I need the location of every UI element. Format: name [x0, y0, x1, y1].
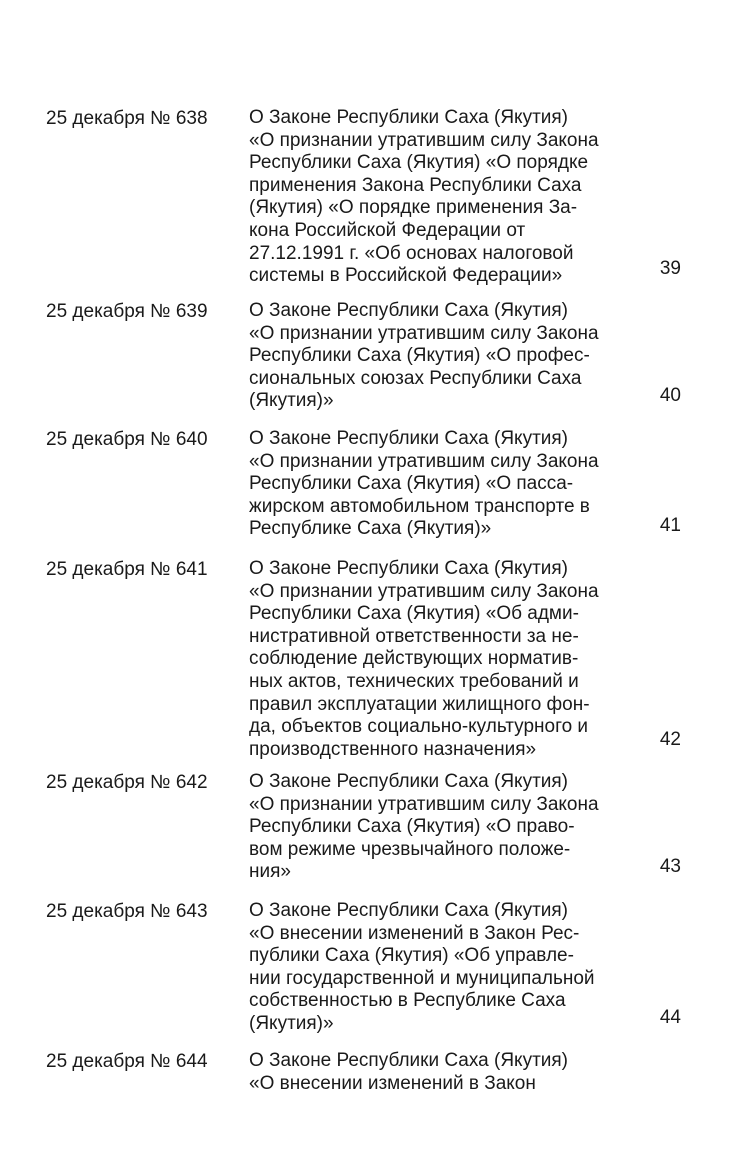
- entry-title-line: Республики Саха (Якутия) «О профес-: [249, 345, 590, 367]
- entry-title: [249, 1050, 639, 1095]
- entry-title-line: О Законе Республики Саха (Якутия): [249, 900, 569, 921]
- entry-page-number: 43: [659, 856, 681, 877]
- entry-title-line: «О признании утратившим силу Закона: [249, 580, 599, 602]
- entry-title-line: Республики Саха (Якутия) «О пасса-: [249, 473, 574, 495]
- entry-title-line: (Якутия)»: [249, 1012, 334, 1034]
- entry-page-number: 41: [659, 515, 681, 536]
- entry-date: 25 декабря № 642: [46, 772, 208, 793]
- entry-title-line: «О внесении изменений в Закон Рес-: [249, 922, 580, 944]
- entry-title-line: нистративной ответственности за не-: [249, 625, 579, 647]
- entry-page-number: 40: [659, 385, 681, 406]
- entry-title-line: производственного назначения»: [249, 738, 537, 760]
- entry-title-line: О Законе Республики Саха (Якутия): [249, 107, 569, 128]
- entry-title-line: О Законе Республики Саха (Якутия): [249, 771, 569, 792]
- entry-title: [249, 300, 639, 413]
- entry-title: [249, 107, 639, 288]
- entry-date: 25 декабря № 644: [46, 1051, 208, 1072]
- entry-title-line: 27.12.1991 г. «Об основах налоговой: [249, 242, 574, 264]
- entry-title-line: жирском автомобильном транспорте в: [249, 495, 590, 517]
- entry-title: [249, 558, 639, 761]
- entry-date: 25 декабря № 638: [46, 108, 208, 129]
- entry-title-line: (Якутия)»: [249, 390, 334, 412]
- entry-title-line: О Законе Республики Саха (Якутия): [249, 1050, 569, 1071]
- entry-title-line: «О внесении изменений в Закон: [249, 1072, 536, 1094]
- entry-title-line: О Законе Республики Саха (Якутия): [249, 428, 569, 449]
- entry-title-line: нии государственной и муниципальной: [249, 967, 595, 989]
- entry-title-line: публики Саха (Якутия) «Об управле-: [249, 945, 574, 967]
- entry-title-line: Республики Саха (Якутия) «О порядке: [249, 152, 589, 174]
- entry-title-line: О Законе Республики Саха (Якутия): [249, 558, 569, 579]
- entry-page-number: 39: [659, 258, 681, 279]
- entry-title-line: кона Российской Федерации от: [249, 219, 526, 241]
- entry-title-line: ния»: [249, 861, 291, 883]
- entry-title-line: да, объектов социально-культурного и: [249, 716, 589, 738]
- entry-date: 25 декабря № 639: [46, 301, 208, 322]
- entry-title-line: «О признании утратившим силу Закона: [249, 793, 599, 815]
- entry-page-number: 42: [659, 729, 681, 750]
- entry-title-line: ных актов, технических требований и: [249, 670, 579, 692]
- entry-title-line: соблюдение действующих норматив-: [249, 648, 579, 670]
- entry-date: 25 декабря № 640: [46, 429, 208, 450]
- entry-title-line: сиональных союзах Республики Саха: [249, 367, 582, 389]
- entry-date: 25 декабря № 643: [46, 901, 208, 922]
- entry-title-line: «О признании утратившим силу Закона: [249, 322, 599, 344]
- entry-title-line: применения Закона Республики Саха: [249, 174, 582, 196]
- entry-title-line: (Якутия) «О порядке применения За-: [249, 197, 578, 219]
- entry-title: [249, 900, 639, 1036]
- entry-title-line: вом режиме чрезвычайного положе-: [249, 838, 571, 860]
- entry-page-number: 44: [659, 1007, 681, 1028]
- entry-title-line: правил эксплуатации жилищного фон-: [249, 693, 590, 715]
- entry-title-line: Республике Саха (Якутия)»: [249, 518, 492, 540]
- entry-title-line: собственностью в Республике Саха: [249, 990, 566, 1012]
- entry-title-line: Республики Саха (Якутия) «О право-: [249, 816, 575, 838]
- entry-title: [249, 771, 639, 884]
- entry-title-line: системы в Российской Федерации»: [249, 265, 563, 287]
- entry-title-line: «О признании утратившим силу Закона: [249, 450, 599, 472]
- entry-title-line: Республики Саха (Якутия) «Об адми-: [249, 603, 579, 625]
- entry-title-line: «О признании утратившим силу Закона: [249, 129, 599, 151]
- entry-title: [249, 428, 639, 541]
- entry-title-line: О Законе Республики Саха (Якутия): [249, 300, 569, 321]
- entry-date: 25 декабря № 641: [46, 559, 208, 580]
